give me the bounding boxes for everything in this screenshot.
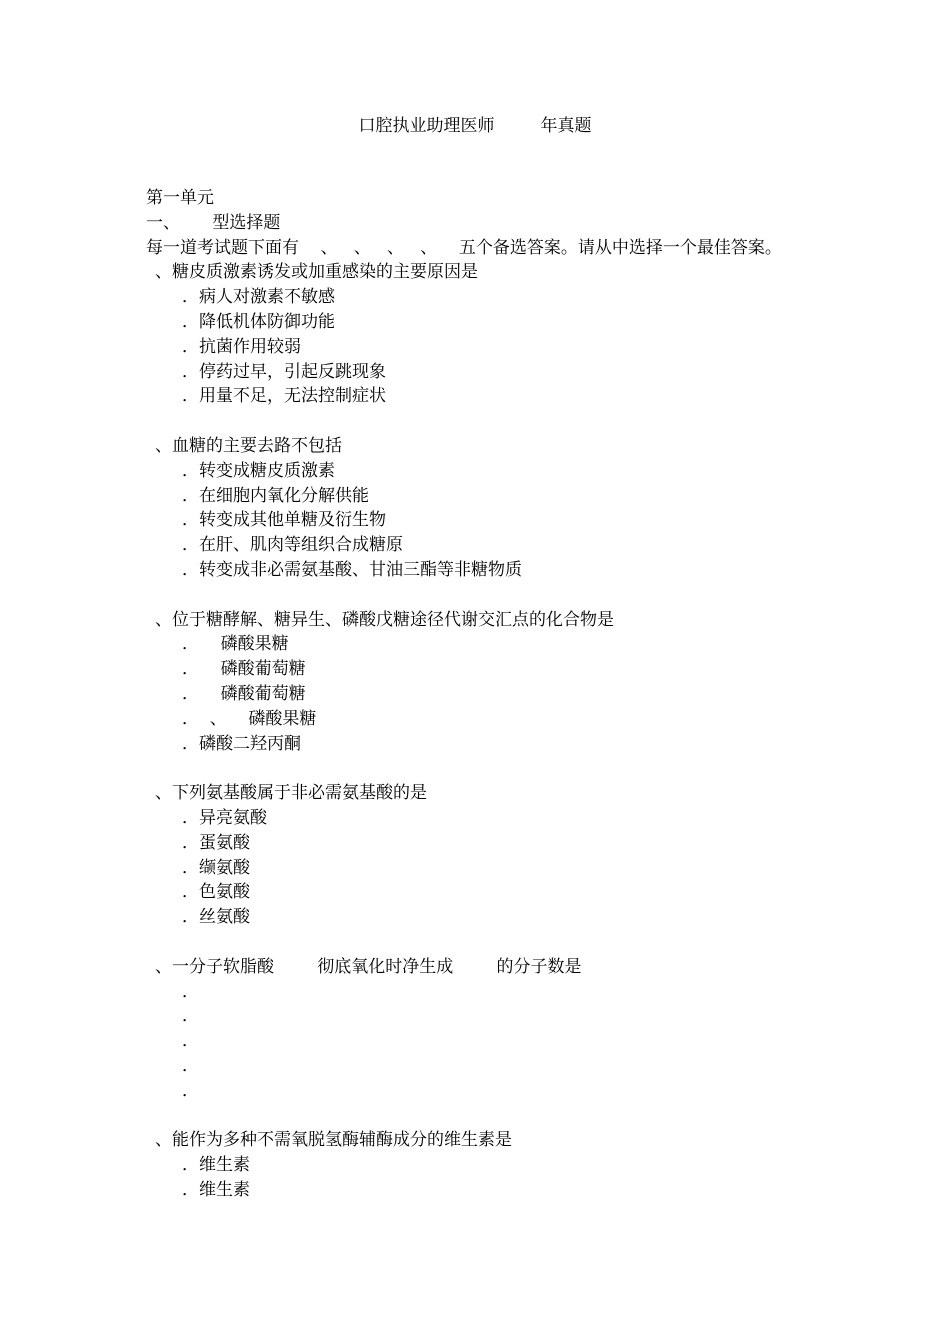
answer-option-e: ． [182,1080,199,1101]
title-suffix: 年真题 [540,116,592,136]
answer-option-c: ．转变成其他单糖及衍生物 [182,510,386,531]
document-body [146,186,926,1203]
question-4 [146,781,926,930]
question-1 [146,260,926,409]
answer-option-b: ．维生素 [182,1179,250,1200]
question-stem: 、一分子软脂酸 彻底氧化时净生成 的分子数是 [155,956,582,977]
answer-option-e: ．磷酸二羟丙酮 [182,733,301,754]
answer-option-b: ．降低机体防御功能 [182,311,335,332]
question-stem: 、糖皮质激素诱发或加重感染的主要原因是 [155,262,478,283]
answer-option-b: ． [182,1006,199,1027]
unit-heading: 第一单元 [146,188,214,208]
answer-option-c: ． 磷酸葡萄糖 [182,683,306,704]
answer-option-e: ．丝氨酸 [182,907,250,928]
answer-option-b: ． 磷酸葡萄糖 [182,659,306,680]
page-title [0,114,950,138]
spacer [146,756,926,781]
answer-option-e: ．用量不足，无法控制症状 [182,386,386,407]
question-2 [146,434,926,583]
spacer [146,930,926,955]
answer-option-e: ．转变成非必需氨基酸、甘油三酯等非糖物质 [182,559,522,580]
question-stem: 、能作为多种不需氧脱氢酶辅酶成分的维生素是 [155,1130,512,1151]
question-3 [146,608,926,757]
answer-option-c: ．抗菌作用较弱 [182,336,301,357]
answer-option-a: ．异亮氨酸 [182,807,267,828]
answer-option-d: ． 、 磷酸果糖 [182,708,317,729]
answer-option-a: ． [182,981,199,1002]
instruction-text: 每一道考试题下面有 、 、 、 、 五个备选答案。请从中选择一个最佳答案。 [146,237,782,258]
section-heading: 一、 型选择题 [146,212,281,233]
answer-option-d: ．色氨酸 [182,882,250,903]
answer-option-d: ．停药过早，引起反跳现象 [182,361,386,382]
answer-option-c: ． [182,1031,199,1052]
answer-option-a: ．病人对激素不敏感 [182,287,335,308]
title-main: 口腔执业助理医师 [358,116,495,136]
spacer [146,1103,926,1128]
answer-option-a: ． 磷酸果糖 [182,634,289,655]
question-stem: 、位于糖酵解、糖异生、磷酸戊糖途径代谢交汇点的化合物是 [155,609,614,630]
spacer [146,409,926,434]
question-stem: 、血糖的主要去路不包括 [155,435,342,456]
question-5 [146,955,926,1104]
spacer [146,583,926,608]
question-6 [146,1128,926,1202]
answer-option-c: ．缬氨酸 [182,857,250,878]
answer-option-a: ．转变成糖皮质激素 [182,460,335,481]
question-stem: 、下列氨基酸属于非必需氨基酸的是 [155,783,427,804]
answer-option-d: ． [182,1055,199,1076]
answer-option-d: ．在肝、肌肉等组织合成糖原 [182,535,403,556]
answer-option-a: ．维生素 [182,1155,250,1176]
answer-option-b: ．蛋氨酸 [182,832,250,853]
answer-option-b: ．在细胞内氧化分解供能 [182,485,369,506]
